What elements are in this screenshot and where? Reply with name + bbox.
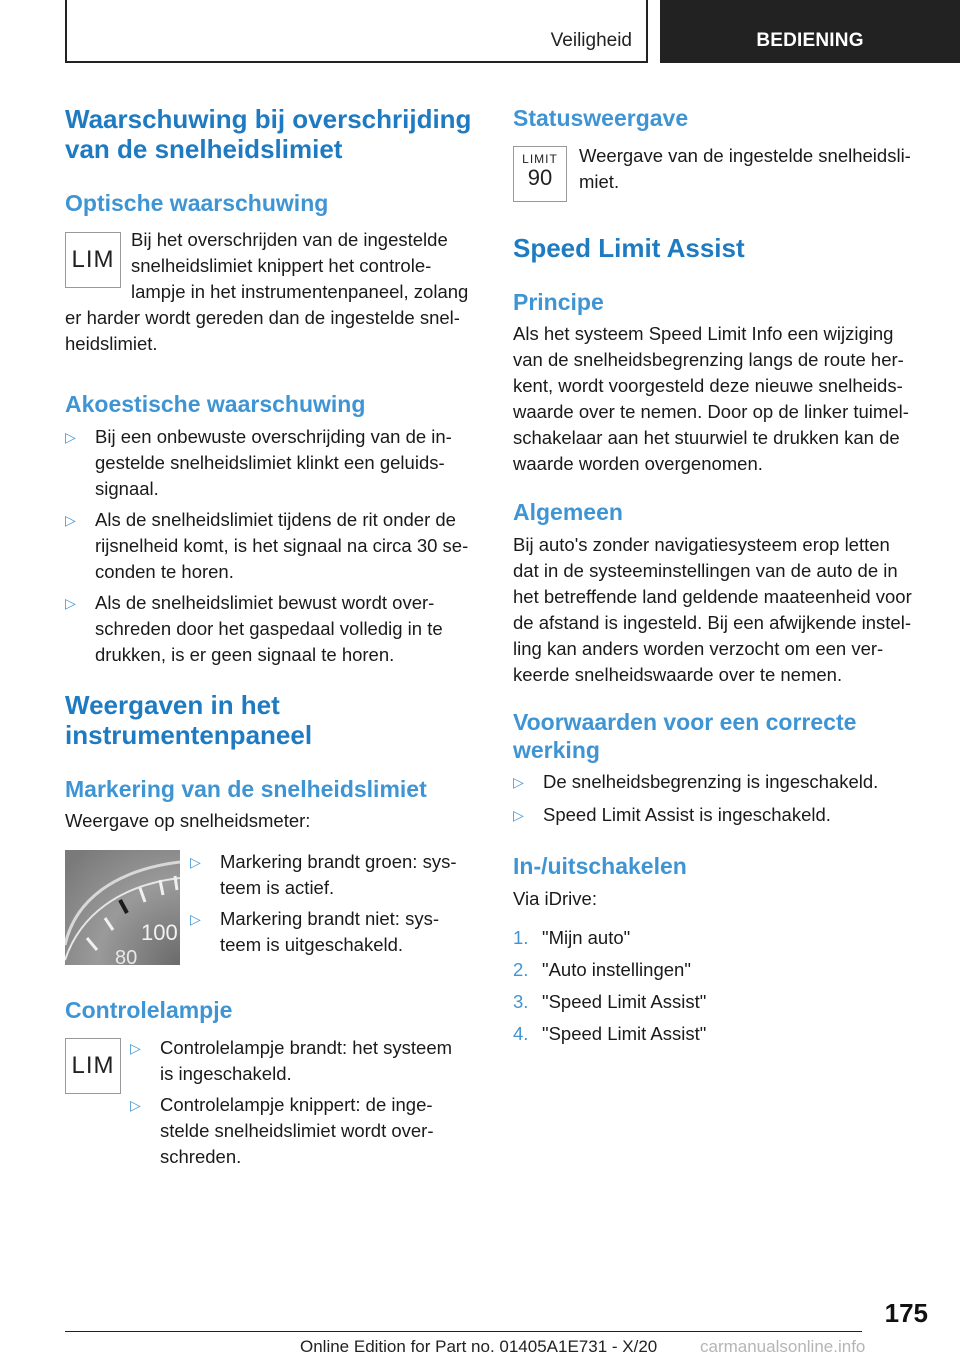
limit-sign-value: 90	[527, 165, 553, 190]
text-line: Markering brandt niet: sys-	[220, 908, 440, 929]
step-number: 3.	[513, 991, 529, 1012]
step-text: "Auto instellingen"	[542, 959, 691, 980]
text-line: teem is uitgeschakeld.	[220, 934, 404, 955]
heading-switch: In-/uitschakelen	[513, 853, 687, 879]
text-line: het betreffende land geldende maateenheid voor	[513, 586, 912, 607]
text-line: Als het systeem Speed Limit Info een wijziging	[513, 323, 894, 344]
text-line: miet.	[579, 171, 620, 192]
heading-line: werking	[513, 737, 600, 763]
lim-indicator-icon: LIM	[65, 1038, 121, 1094]
optical-text-indented	[131, 227, 468, 305]
list-item	[130, 1092, 480, 1170]
text-line: gestelde snelheidslimiet klinkt een geluids-	[95, 452, 445, 473]
text-line: dat in de systeeminstellingen van de auto de in	[513, 560, 898, 581]
bullet-triangle-icon: ▷	[190, 854, 201, 870]
switch-intro: Via iDrive:	[513, 888, 597, 909]
footer-edition: Online Edition for Part no. 01405A1E731 - X/20	[300, 1337, 658, 1356]
text-line: snelheidslimiet knippert het controle-	[131, 255, 432, 276]
heading-lamp: Controlelampje	[65, 997, 233, 1023]
bullet-triangle-icon: ▷	[65, 595, 76, 611]
text-line: Bij auto's zonder navigatiesysteem erop letten	[513, 534, 890, 555]
step-text: "Mijn auto"	[542, 927, 631, 948]
text-line: Speed Limit Assist is ingeschakeld.	[543, 804, 831, 825]
text-line: De snelheidsbegrenzing is ingeschakeld.	[543, 771, 879, 792]
text-line: Bij het overschrijden van de ingestelde	[131, 229, 448, 250]
bullet-triangle-icon: ▷	[513, 774, 524, 790]
lim-indicator-icon: LIM	[65, 232, 121, 288]
list-item	[190, 849, 480, 901]
text-line: kent, wordt voorgesteld deze nieuwe snelheids-	[513, 375, 903, 396]
chapter-title: BEDIENING	[756, 30, 864, 51]
status-text	[579, 143, 911, 195]
speedo-label: 100	[141, 920, 178, 945]
marking-intro: Weergave op snelheidsmeter:	[65, 810, 311, 831]
text-line: drukken, is er geen signaal te horen.	[95, 644, 395, 665]
footer-divider	[65, 1331, 862, 1332]
text-line: lampje in het instrumentenpaneel, zolang	[131, 281, 469, 302]
heading-line: Voorwaarden voor een correcte	[513, 709, 857, 735]
step-number: 4.	[513, 1023, 529, 1044]
heading-general: Algemeen	[513, 499, 623, 525]
heading-acoustic: Akoestische waarschuwing	[65, 391, 366, 417]
text-line: teem is actief.	[220, 877, 335, 898]
heading-status: Statusweergave	[513, 105, 689, 131]
text-line: conden te horen.	[95, 561, 234, 582]
text-line: rijsnelheid komt, is het signaal na circa 30 se-	[95, 535, 469, 556]
text-line: de afstand is ingesteld. Bij een afwijkende instel-	[513, 612, 911, 633]
bullet-triangle-icon: ▷	[513, 807, 524, 823]
list-item	[190, 906, 480, 958]
list-item	[65, 507, 485, 585]
text-line: schreden door het gaspedaal volledig in te	[95, 618, 443, 639]
heading-line: Waarschuwing bij overschrijding	[65, 104, 472, 134]
step-number: 2.	[513, 959, 529, 980]
bullet-triangle-icon: ▷	[65, 512, 76, 528]
step-text: "Speed Limit Assist"	[542, 991, 707, 1012]
text-line: keerde snelheidswaarde over te nemen.	[513, 664, 843, 685]
list-item	[65, 590, 485, 668]
text-line: waarde worden overgenomen.	[513, 453, 763, 474]
heading-sla: Speed Limit Assist	[513, 233, 745, 263]
heading-marking: Markering van de snelheidslimiet	[65, 776, 427, 802]
heading-line: Weergaven in het	[65, 690, 280, 720]
text-line: Bij een onbewuste overschrijding van de in-	[95, 426, 452, 447]
step-text: "Speed Limit Assist"	[542, 1023, 707, 1044]
optical-text-full	[65, 305, 460, 357]
bullet-triangle-icon: ▷	[130, 1097, 141, 1113]
principle-text	[513, 321, 909, 477]
text-line: heidslimiet.	[65, 333, 158, 354]
text-line: Markering brandt groen: sys-	[220, 851, 457, 872]
general-text	[513, 532, 912, 688]
step-number: 1.	[513, 927, 529, 948]
text-line: Controlelampje knippert: de inge-	[160, 1094, 433, 1115]
text-line: waarde over te nemen. Door op de linker tuimel-	[513, 401, 909, 422]
text-line: Als de snelheidslimiet bewust wordt over-	[95, 592, 435, 613]
list-item	[130, 1035, 480, 1087]
heading-line: instrumentenpaneel	[65, 720, 313, 750]
speedometer-image	[65, 850, 180, 965]
chapter-tab	[660, 0, 960, 63]
bullet-triangle-icon: ▷	[65, 429, 76, 445]
heading-optical: Optische waarschuwing	[65, 190, 329, 216]
footer-watermark: carmanualsonline.info	[700, 1337, 866, 1356]
text-line: schreden.	[160, 1146, 242, 1167]
text-line: Weergave van de ingestelde snelheidsli-	[579, 145, 911, 166]
text-line: stelde snelheidslimiet wordt over-	[160, 1120, 434, 1141]
header-box	[65, 0, 648, 63]
page-number: 175	[884, 1298, 928, 1328]
heading-displays	[65, 690, 312, 750]
text-line: Controlelampje brandt: het systeem	[160, 1037, 453, 1058]
speedo-label: 80	[115, 947, 138, 965]
text-line: Als de snelheidslimiet tijdens de rit onder de	[95, 509, 456, 530]
text-line: schakelaar aan het stuurwiel te drukken kan de	[513, 427, 900, 448]
text-line: signaal.	[95, 478, 159, 499]
list-item	[65, 424, 485, 502]
text-line: is ingeschakeld.	[160, 1063, 292, 1084]
text-line: er harder wordt gereden dan de ingestelde snel-	[65, 307, 460, 328]
heading-conditions	[513, 708, 856, 764]
heading-warning	[65, 104, 471, 164]
heading-line: van de snelheidslimiet	[65, 134, 343, 164]
text-line: van de snelheidsbegrenzing langs de route her-	[513, 349, 904, 370]
heading-principle: Principe	[513, 289, 604, 315]
bullet-triangle-icon: ▷	[130, 1040, 141, 1056]
list-item	[513, 769, 933, 795]
list-item	[513, 802, 933, 828]
section-title: Veiligheid	[550, 30, 632, 51]
text-line: ling kan anders worden verzocht om een ver-	[513, 638, 884, 659]
speed-limit-sign-icon	[513, 146, 567, 202]
limit-sign-label: LIMIT	[522, 152, 558, 166]
bullet-triangle-icon: ▷	[190, 911, 201, 927]
